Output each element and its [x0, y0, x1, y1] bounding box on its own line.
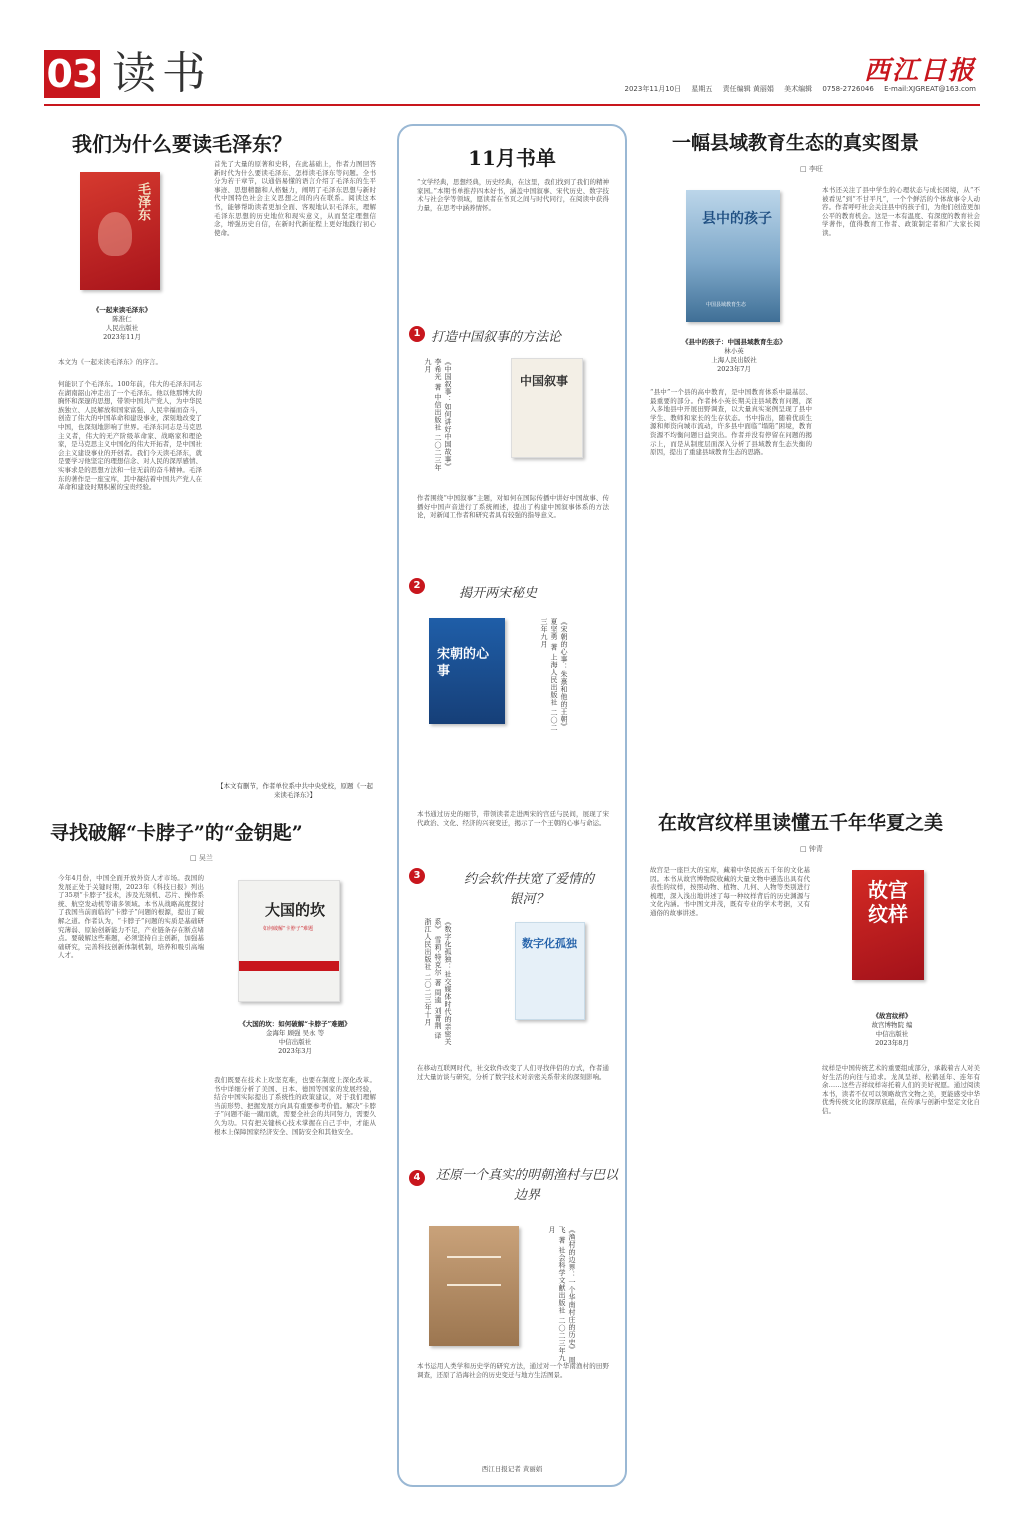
rec-2-cover [429, 618, 505, 724]
county-article-byline: □ 李旺 [800, 165, 823, 173]
book-list-title: 11月书单 [468, 146, 556, 170]
newspaper-logo: 西江日报 [863, 56, 976, 86]
neck-cover-band [239, 961, 339, 971]
rec-1-number: 1 [409, 326, 425, 342]
mao-cover-title: 毛泽东 [135, 182, 150, 221]
book-list-box [397, 124, 627, 1487]
mao-article-source: 【本文有删节，作者单位系中共中央党校，原题《一起来读毛泽东》】 [217, 782, 373, 799]
issue-email: E-mail:XJGREAT@163.com [884, 85, 976, 93]
neck-book-caption [214, 1020, 376, 1056]
palace-article-headline: 在故宫纹样里读懂五千年华夏之美 [658, 812, 944, 834]
palace-article-byline: □ 钟青 [800, 845, 823, 853]
palace-book-publisher: 中信出版社 [875, 1030, 909, 1038]
mao-book-publisher: 人民出版社 [105, 324, 139, 332]
rec-3-number: 3 [409, 868, 425, 884]
neck-book-author: 金海年 顾强 吴永 等 [265, 1029, 325, 1037]
rec-4-cover [429, 1226, 519, 1346]
rec-4-blurb: 本书运用人类学和历史学的研究方法，通过对一个华南渔村的田野调查，还原了沿海社会的历史变迁与地方生活图景。 [417, 1362, 609, 1379]
book-list-footer: 西江日报记者 黄丽娟 [481, 1465, 543, 1473]
mao-book-caption [72, 306, 172, 342]
mao-book-cover [80, 172, 160, 290]
book-list-intro: “文学经典，思想经典，历史经典，在这里，我们找到了我们的精神家园。”本期书单推荐四本好书，涵盖中国叙事、宋代历史、数字技术与社会学等领域，愿读者在书页之间与时代同行，在阅读中获得力量，在思考中涵养情怀。 [417, 178, 609, 212]
county-cover-title: 县中的孩子 [702, 211, 772, 227]
county-book-caption [664, 338, 804, 374]
county-article-body-col2: 本书还关注了县中学生的心理状态与成长困境，从“不被看见”到“不甘平凡”，一个个鲜活的个体故事令人动容。作者呼吁社会关注县中的孩子们，为他们创造更加公平的教育机会。这是一本有温度、有深度的教育社会学著作，值得教育工作者、政策制定者和广大家长阅读。 [822, 186, 980, 237]
issue-date: 2023年11月10日 [624, 85, 682, 93]
county-book-publisher: 上海人民出版社 [711, 356, 757, 364]
issue-editor: 责任编辑 黄丽娟 [722, 85, 774, 93]
section-title: 读书 [112, 48, 212, 99]
portrait-icon [98, 212, 132, 256]
rec-4-info: 《渔村的边界：一个华南村庄的历史》 周飞 著 社会科学文献出版社 二〇二三年九月 [548, 1226, 576, 1364]
mao-book-author: 陈淮仁 [112, 315, 132, 323]
rec-1-title: 打造中国叙事的方法论 [431, 330, 562, 345]
mao-article-body-col2: 首先了大量的原著和史料，在此基础上，作者力图回答新时代为什么要读毛泽东、怎样读毛泽东等问题。全书分为若干章节，以通俗易懂的语言介绍了毛泽东的生平事迹、思想精髓和人格魅力，阐明了毛泽东思想与新时代中国特色社会主义思想之间的内在联系。阅读这本书，能够帮助读者更加全面、客观地认识毛泽东，理解毛泽东思想的历史地位和现实意义，从而坚定理想信念，增强历史自信，在新时代新征程上更好地践行初心使命。 [214, 160, 376, 237]
county-cover-subtitle: 中国县域教育生态 [706, 302, 747, 308]
palace-cover-title: 故宫纹样 [868, 878, 908, 926]
issue-info [617, 84, 977, 94]
page-number-badge: 03 [44, 50, 100, 98]
rec-2-blurb: 本书通过历史的细节，带领读者走进两宋的宫廷与民间，展现了宋代政治、文化、经济的兴衰变迁，揭示了一个王朝的心事与命运。 [417, 810, 609, 827]
issue-contact: 0758-2726046 [822, 85, 874, 93]
mao-article-lead: 本文为《一起来读毛泽东》的序言。 [58, 358, 162, 366]
rec-3-cover [515, 922, 585, 1020]
neck-book-publisher: 中信出版社 [278, 1038, 312, 1046]
neck-article-body-col1: 今年4月份，中国全面开放外资人才市场。我国的发展正处于关键时期，2023年《科技日报》列出了35项“卡脖子”技术，涉及光刻机、芯片、操作系统、航空发动机等诸多领域。本书从战略高度探讨了我国当前面临的“卡脖子”问题的根源，提出了破解之道。作者认为，“卡脖子”问题的实质是基础研究薄弱、原始创新能力不足，产业链条存在断点堵点。要破解这些难题，必须坚持自主创新，加强基础研究，完善科技创新体制机制，培养和吸引高端人才。 [58, 874, 204, 960]
palace-article-body-col2: 纹样是中国传统艺术的重要组成部分，承载着古人对美好生活的向往与追求。龙凤呈祥、松鹤延年、连年有余……这些吉祥纹样寄托着人们的美好祝愿。通过阅读本书，读者不仅可以领略故宫文物之美，更能感受中华优秀传统文化的深厚底蕴，在传承与创新中坚定文化自信。 [822, 1064, 980, 1115]
rec-2-title: 揭开两宋秘史 [459, 586, 538, 601]
neck-article-byline: □ 吴兰 [190, 854, 213, 862]
issue-weekday: 星期五 [691, 85, 713, 93]
rec-4-cover-stripes [447, 1256, 501, 1286]
masthead [44, 44, 980, 104]
county-book-date: 2023年7月 [717, 365, 751, 373]
palace-book-author: 故宫博物院 编 [871, 1021, 913, 1029]
neck-article-body-col2: 我们既要在技术上攻坚克难，也要在制度上深化改革。书中详细分析了美国、日本、德国等国家的发展经验，结合中国实际提出了系统性的政策建议，对于我们理解当前形势、把握发展方向具有重要参考价值。解决“卡脖子”问题不能一蹴而就，需要全社会的共同努力，需要久久为功。只有把关键核心技术掌握在自己手中，才能从根本上保障国家经济安全、国防安全和其他安全。 [214, 1076, 376, 1136]
rec-3-info: 《数字化孤独：社交媒体时代的亲密关系》 雪莉·特克尔 著 周逵 刘菁荆 译 浙江人民出版社 二〇二三年十月 [424, 918, 452, 1046]
rec-1-info: 《中国叙事：如何讲好中国故事》 李希光 著 中信出版社 二〇二三年九月 [424, 358, 452, 472]
rec-3-title: 约会软件扶宽了爱情的银河？ [463, 872, 594, 907]
mao-article-headline: 我们为什么要读毛泽东？ [72, 132, 292, 156]
rec-2-cover-title: 宋朝的心事 [437, 647, 490, 679]
rec-1-cover [511, 358, 583, 458]
neck-book-cover [238, 880, 340, 1002]
rec-3-cover-title: 数字化孤独 [522, 937, 577, 950]
neck-cover-subtitle: 如何破解“卡脖子”难题 [263, 926, 314, 932]
palace-article-body-col1: 故宫是一座巨大的宝库，藏着中华民族五千年的文化基因。本书从故宫博物院收藏的大量文物中遴选出具有代表性的纹样，按照动物、植物、几何、人物等类别进行梳理，深入浅出地讲述了每一种纹样背后的历史渊源与文化内涵。书中图文并茂，既有专业的学术考据，又有通俗的故事讲述。 [650, 866, 810, 917]
masthead-rule [44, 104, 980, 106]
county-article-headline: 一幅县域教育生态的真实图景 [672, 132, 920, 154]
rec-2-info: 《宋朝的心事：朱熹和他的王朝》 夏坚勇 著 上海人民出版社 二〇二三年九月 [540, 618, 568, 732]
county-book-title: 《县中的孩子：中国县域教育生态》 [682, 338, 786, 346]
mao-article-body-col1: 何能识了个毛泽东。100年前，伟大的毛泽东同志在湖南韶山冲走出了一个毛泽东。他以他那博大的胸怀和深邃的思想，带领中国共产党人，为中华民族独立、人民解放和国家富强、人民幸福而奋斗，创造了伟大的中国革命和建设事业，深刻地改变了中国，也深刻地影响了世界。毛泽东同志是马克思主义者，伟大的无产阶级革命家、战略家和理论家，是马克思主义中国化的伟大开拓者，是中国社会主义建设事业的开创者。我们今天读毛泽东，就是要学习他坚定的理想信念、对人民的深厚感情、实事求是的思想方法和一往无前的奋斗精神。毛泽东的著作是一座宝库，其中凝结着中国共产党人在革命和建设时期积累的宝贵经验。 [58, 380, 202, 492]
mao-book-date: 2023年11月 [103, 333, 141, 341]
neck-book-title: 《大国的坎：如何破解“卡脖子”难题》 [239, 1020, 351, 1028]
neck-cover-title: 大国的坎 [265, 901, 326, 919]
palace-book-date: 2023年8月 [875, 1039, 909, 1047]
rec-1-blurb: 作者围绕“中国叙事”主题，对如何在国际传播中讲好中国故事、传播好中国声音进行了系统阐述，提出了构建中国叙事体系的方法论，对新闻工作者和研究者具有较强的指导意义。 [417, 494, 609, 520]
neck-book-date: 2023年3月 [278, 1047, 312, 1055]
county-article-body-col1: “县中”一个县的高中教育，是中国教育体系中最基层、最重要的部分。作者林小英长期关注县域教育问题，深入多地县中开展田野调查，以大量真实案例呈现了县中学生、教师和家长的生存状态。书中指出，随着优质生源和师资向城市流动，许多县中面临“塌陷”困境，教育资源不均衡问题日益突出。作者并没有停留在问题的揭示上，而是从制度层面深入分析了县域教育生态失衡的原因，提出了重建县域教育生态的思路。 [650, 388, 812, 457]
rec-3-blurb: 在移动互联网时代，社交软件改变了人们寻找伴侣的方式，作者通过大量访谈与研究，分析了数字技术对亲密关系带来的深刻影响。 [417, 1064, 609, 1081]
palace-book-cover [852, 870, 924, 980]
mao-book-title: 《一起来读毛泽东》 [92, 306, 152, 314]
rec-4-number: 4 [409, 1170, 425, 1186]
county-book-cover [686, 190, 780, 322]
issue-designer: 美术编辑 [784, 85, 813, 93]
neck-article-headline: 寻找破解“卡脖子”的“金钥匙” [50, 822, 303, 844]
county-book-author: 林小英 [724, 347, 744, 355]
rec-2-number: 2 [409, 578, 425, 594]
palace-book-caption [822, 1012, 962, 1048]
palace-book-title: 《故宫纹样》 [872, 1012, 912, 1020]
rec-4-title: 还原一个真实的明朝渔村与巴以边界 [435, 1168, 618, 1203]
rec-1-cover-title: 中国叙事 [520, 374, 569, 388]
